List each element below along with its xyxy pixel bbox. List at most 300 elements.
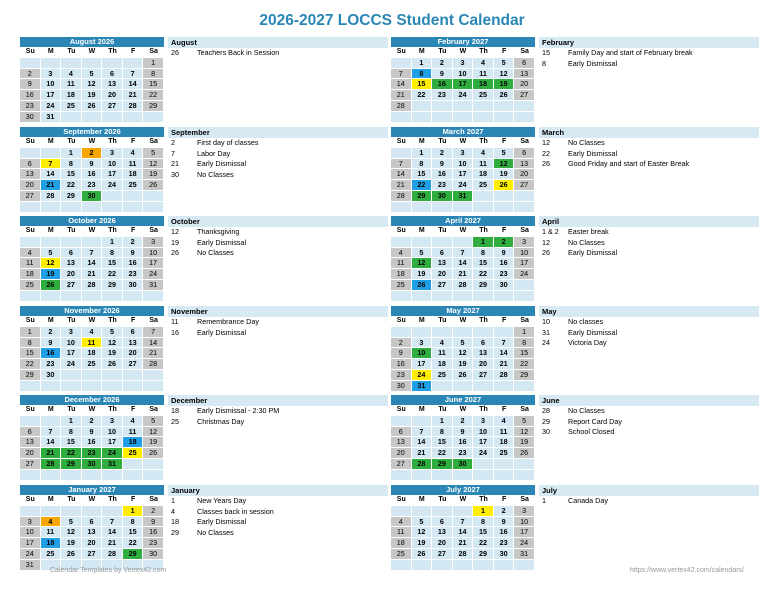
empty-day-cell [473, 101, 494, 112]
empty-day-cell [41, 470, 62, 481]
day-cell: 18 [123, 437, 144, 448]
day-cell: 29 [473, 549, 494, 560]
day-cell: 5 [61, 517, 82, 528]
empty-day-cell [494, 470, 515, 481]
week-row [391, 327, 535, 338]
day-cell: 29 [514, 370, 535, 381]
empty-day-cell [432, 381, 453, 392]
day-cell: 7 [453, 248, 474, 259]
events-month-title: September [168, 127, 388, 138]
event-text: No Classes [568, 406, 605, 415]
week-row [391, 359, 535, 370]
day-cell: 20 [514, 79, 535, 90]
empty-day-cell [143, 202, 164, 213]
weekday-label: Th [473, 316, 494, 327]
weekday-label: Su [391, 226, 412, 237]
empty-day-cell [494, 327, 515, 338]
day-cell: 24 [412, 370, 433, 381]
month-calendar [391, 306, 535, 392]
day-cell: 17 [453, 169, 474, 180]
week-row [20, 269, 164, 280]
weekday-label: Th [473, 137, 494, 148]
day-cell: 27 [514, 180, 535, 191]
month-title: January 2027 [20, 485, 164, 495]
event-date: 1 [171, 496, 175, 505]
day-cell: 12 [82, 79, 103, 90]
day-cell: 5 [41, 248, 62, 259]
empty-day-cell [143, 381, 164, 392]
empty-day-cell [123, 381, 144, 392]
event-text: Early Dismissal [197, 327, 247, 337]
weekday-header-row [391, 137, 535, 148]
week-row [391, 370, 535, 381]
empty-day-cell [514, 101, 535, 112]
day-cell: 16 [453, 437, 474, 448]
day-cell: 29 [61, 191, 82, 202]
event-row [539, 317, 759, 328]
empty-day-cell [514, 202, 535, 213]
month-title: December 2026 [20, 395, 164, 405]
day-cell: 7 [41, 427, 62, 438]
month-events [539, 395, 759, 438]
empty-day-cell [473, 381, 494, 392]
week-row [391, 538, 535, 549]
day-cell: 10 [102, 427, 123, 438]
empty-day-cell [412, 101, 433, 112]
weekday-label: F [494, 316, 515, 327]
day-cell: 13 [20, 169, 41, 180]
day-cell: 23 [432, 180, 453, 191]
event-row [539, 248, 759, 259]
day-cell: 17 [41, 90, 62, 101]
month-title: November 2026 [20, 306, 164, 316]
day-cell: 19 [143, 437, 164, 448]
day-cell: 4 [20, 248, 41, 259]
event-date: 19 [171, 237, 179, 247]
empty-day-cell [41, 58, 62, 69]
day-cell: 19 [453, 359, 474, 370]
day-cell: 6 [432, 248, 453, 259]
day-cell: 10 [20, 527, 41, 538]
empty-day-cell [102, 191, 123, 202]
event-text: School Closed [568, 427, 615, 436]
month-title: June 2027 [391, 395, 535, 405]
day-cell: 24 [514, 538, 535, 549]
day-cell: 15 [412, 79, 433, 90]
weekday-header-row [391, 405, 535, 416]
events-month-title: January [168, 485, 388, 496]
day-cell: 11 [82, 338, 103, 349]
weekday-label: W [82, 405, 103, 416]
empty-day-cell [82, 381, 103, 392]
day-cell: 29 [61, 459, 82, 470]
weekday-header-row [20, 405, 164, 416]
weekday-label: Th [102, 226, 123, 237]
week-row [20, 517, 164, 528]
weekday-label: Th [473, 495, 494, 506]
day-cell: 17 [412, 359, 433, 370]
week-row [20, 258, 164, 269]
page-title: 2026-2027 LOCCS Student Calendar [259, 12, 525, 29]
empty-day-cell [143, 291, 164, 302]
day-cell: 19 [82, 90, 103, 101]
weekday-header-row [20, 137, 164, 148]
day-cell: 27 [432, 549, 453, 560]
day-cell: 11 [494, 427, 515, 438]
month-events [168, 127, 388, 180]
week-row [391, 202, 535, 213]
day-cell: 18 [473, 169, 494, 180]
event-row [539, 417, 759, 428]
footer-url: https://www.vertex42.com/calendars/ [630, 567, 744, 574]
event-date: 8 [542, 58, 546, 68]
week-row [20, 112, 164, 123]
event-row [168, 238, 388, 249]
day-cell: 10 [412, 348, 433, 359]
week-row [391, 560, 535, 571]
week-row [20, 90, 164, 101]
day-cell: 26 [494, 180, 515, 191]
week-row [20, 437, 164, 448]
event-row [539, 159, 759, 170]
event-date: 26 [542, 248, 550, 257]
weekday-label: Su [391, 495, 412, 506]
empty-day-cell [494, 112, 515, 123]
day-cell: 22 [61, 180, 82, 191]
weekday-label: Sa [514, 316, 535, 327]
empty-day-cell [391, 148, 412, 159]
day-cell: 2 [82, 416, 103, 427]
weekday-label: M [41, 405, 62, 416]
day-cell: 10 [41, 79, 62, 90]
day-cell: 14 [123, 79, 144, 90]
empty-day-cell [82, 470, 103, 481]
day-cell: 17 [61, 348, 82, 359]
empty-day-cell [61, 506, 82, 517]
day-cell: 23 [494, 269, 515, 280]
empty-day-cell [412, 291, 433, 302]
empty-day-cell [143, 459, 164, 470]
empty-day-cell [473, 470, 494, 481]
empty-day-cell [494, 291, 515, 302]
empty-day-cell [453, 381, 474, 392]
empty-day-cell [20, 470, 41, 481]
day-cell: 20 [514, 169, 535, 180]
month-title: August 2026 [20, 37, 164, 47]
empty-day-cell [391, 58, 412, 69]
day-cell: 27 [432, 280, 453, 291]
day-cell: 14 [453, 258, 474, 269]
month-events [168, 395, 388, 427]
events-month-title: February [539, 37, 759, 48]
week-row [20, 370, 164, 381]
day-cell: 21 [41, 448, 62, 459]
empty-day-cell [453, 327, 474, 338]
day-cell: 10 [453, 159, 474, 170]
month-events [168, 216, 388, 259]
empty-day-cell [82, 291, 103, 302]
event-text: No Classes [568, 237, 605, 247]
week-row [20, 348, 164, 359]
empty-day-cell [123, 470, 144, 481]
event-date: 12 [542, 237, 550, 247]
event-date: 4 [171, 506, 175, 516]
day-cell: 20 [20, 448, 41, 459]
day-cell: 8 [412, 159, 433, 170]
day-cell: 9 [494, 517, 515, 528]
day-cell: 1 [514, 327, 535, 338]
day-cell: 20 [432, 538, 453, 549]
weekday-label: Th [102, 316, 123, 327]
weekday-label: Sa [143, 316, 164, 327]
day-cell: 30 [494, 549, 515, 560]
day-cell: 14 [391, 79, 412, 90]
weekday-label: Tu [432, 405, 453, 416]
weekday-header-row [391, 495, 535, 506]
event-text: Early Dismissal [568, 248, 618, 257]
empty-day-cell [143, 112, 164, 123]
month-events [539, 216, 759, 259]
month-calendar [391, 485, 535, 571]
events-month-title: October [168, 216, 388, 227]
week-row [20, 148, 164, 159]
event-text: Good Friday and start of Easter Break [568, 159, 690, 168]
weekday-label: W [82, 226, 103, 237]
day-cell: 30 [123, 280, 144, 291]
weekday-label: W [453, 137, 474, 148]
day-cell: 9 [123, 248, 144, 259]
day-cell: 11 [61, 79, 82, 90]
day-cell: 14 [453, 527, 474, 538]
event-row [168, 528, 388, 539]
day-cell: 21 [391, 180, 412, 191]
day-cell: 29 [102, 280, 123, 291]
week-row [391, 549, 535, 560]
week-row [20, 101, 164, 112]
weekday-label: Su [20, 47, 41, 58]
day-cell: 3 [41, 69, 62, 80]
week-row [20, 248, 164, 259]
day-cell: 1 [432, 416, 453, 427]
day-cell: 2 [391, 338, 412, 349]
week-row [20, 327, 164, 338]
day-cell: 15 [514, 348, 535, 359]
day-cell: 5 [412, 248, 433, 259]
empty-day-cell [102, 58, 123, 69]
day-cell: 26 [453, 370, 474, 381]
day-cell: 3 [102, 416, 123, 427]
empty-day-cell [494, 459, 515, 470]
day-cell: 18 [391, 538, 412, 549]
weekday-label: F [123, 137, 144, 148]
day-cell: 4 [391, 517, 412, 528]
day-cell: 2 [432, 58, 453, 69]
weekday-header-row [20, 226, 164, 237]
day-cell: 28 [123, 101, 144, 112]
day-cell: 14 [412, 437, 433, 448]
month-title: April 2027 [391, 216, 535, 226]
weekday-label: Th [102, 47, 123, 58]
day-cell: 26 [143, 180, 164, 191]
week-row [391, 112, 535, 123]
month-title: September 2026 [20, 127, 164, 137]
empty-day-cell [102, 112, 123, 123]
day-cell: 5 [453, 338, 474, 349]
day-cell: 22 [412, 90, 433, 101]
day-cell: 18 [123, 169, 144, 180]
weekday-label: W [453, 47, 474, 58]
empty-day-cell [494, 202, 515, 213]
event-text: Early Dismissal - 2:30 PM [197, 406, 280, 415]
empty-day-cell [432, 506, 453, 517]
weekday-label: Tu [61, 316, 82, 327]
day-cell: 15 [143, 79, 164, 90]
weekday-label: Su [391, 316, 412, 327]
event-row [539, 138, 759, 149]
empty-day-cell [82, 506, 103, 517]
week-row [20, 58, 164, 69]
empty-day-cell [412, 202, 433, 213]
day-cell: 22 [514, 359, 535, 370]
day-cell: 11 [473, 69, 494, 80]
day-cell: 15 [473, 258, 494, 269]
day-cell: 21 [41, 180, 62, 191]
day-cell: 3 [453, 148, 474, 159]
empty-day-cell [143, 470, 164, 481]
empty-day-cell [102, 470, 123, 481]
day-cell: 20 [473, 359, 494, 370]
event-date: 2 [171, 138, 175, 147]
weekday-label: M [41, 137, 62, 148]
day-cell: 13 [514, 159, 535, 170]
day-cell: 28 [391, 101, 412, 112]
day-cell: 9 [143, 517, 164, 528]
day-cell: 21 [494, 359, 515, 370]
empty-day-cell [412, 470, 433, 481]
event-row [168, 138, 388, 149]
weekday-label: Tu [432, 316, 453, 327]
event-text: Classes back in session [197, 506, 274, 516]
empty-day-cell [412, 506, 433, 517]
day-cell: 21 [391, 90, 412, 101]
week-row [391, 258, 535, 269]
week-row [20, 79, 164, 90]
empty-day-cell [61, 291, 82, 302]
empty-day-cell [432, 237, 453, 248]
day-cell: 2 [82, 148, 103, 159]
day-cell: 25 [432, 370, 453, 381]
week-row [20, 459, 164, 470]
day-cell: 30 [143, 549, 164, 560]
day-cell: 27 [123, 359, 144, 370]
day-cell: 23 [494, 538, 515, 549]
week-row [20, 338, 164, 349]
event-date: 30 [542, 427, 550, 436]
event-text: Easter break [568, 227, 609, 236]
day-cell: 24 [102, 448, 123, 459]
day-cell: 14 [391, 169, 412, 180]
events-month-title: May [539, 306, 759, 317]
day-cell: 1 [61, 416, 82, 427]
day-cell: 13 [20, 437, 41, 448]
day-cell: 19 [514, 437, 535, 448]
weekday-label: W [82, 137, 103, 148]
month-title: May 2027 [391, 306, 535, 316]
empty-day-cell [412, 560, 433, 571]
day-cell: 12 [143, 427, 164, 438]
empty-day-cell [391, 237, 412, 248]
weekday-label: F [494, 47, 515, 58]
week-row [391, 459, 535, 470]
week-row [20, 427, 164, 438]
weekday-label: Th [473, 47, 494, 58]
empty-day-cell [123, 370, 144, 381]
empty-day-cell [514, 112, 535, 123]
event-row [168, 170, 388, 181]
day-cell: 22 [143, 90, 164, 101]
weekday-label: Su [20, 405, 41, 416]
day-cell: 4 [432, 338, 453, 349]
day-cell: 8 [412, 69, 433, 80]
week-row [391, 101, 535, 112]
month-events [539, 306, 759, 349]
day-cell: 4 [41, 517, 62, 528]
event-date: 31 [542, 327, 550, 337]
day-cell: 25 [41, 549, 62, 560]
empty-day-cell [514, 280, 535, 291]
day-cell: 25 [473, 180, 494, 191]
event-row [168, 317, 388, 328]
weekday-label: Sa [514, 226, 535, 237]
events-month-title: July [539, 485, 759, 496]
event-date: 12 [542, 138, 550, 147]
events-month-title: November [168, 306, 388, 317]
week-row [391, 416, 535, 427]
week-row [20, 549, 164, 560]
events-month-title: April [539, 216, 759, 227]
day-cell: 4 [123, 416, 144, 427]
event-row [168, 496, 388, 507]
day-cell: 15 [412, 169, 433, 180]
day-cell: 7 [391, 69, 412, 80]
empty-day-cell [453, 101, 474, 112]
day-cell: 29 [473, 280, 494, 291]
day-cell: 30 [432, 191, 453, 202]
empty-day-cell [41, 416, 62, 427]
event-date: 30 [171, 169, 179, 179]
day-cell: 15 [20, 348, 41, 359]
weekday-label: W [453, 405, 474, 416]
day-cell: 4 [123, 148, 144, 159]
event-text: Report Card Day [568, 416, 622, 426]
day-cell: 4 [61, 69, 82, 80]
day-cell: 28 [41, 459, 62, 470]
week-row [20, 416, 164, 427]
day-cell: 6 [514, 58, 535, 69]
weekday-label: F [123, 405, 144, 416]
day-cell: 8 [432, 427, 453, 438]
day-cell: 9 [82, 427, 103, 438]
day-cell: 29 [412, 191, 433, 202]
week-row [20, 69, 164, 80]
day-cell: 11 [391, 527, 412, 538]
weekday-label: Sa [514, 47, 535, 58]
weekday-label: Th [102, 495, 123, 506]
day-cell: 27 [20, 191, 41, 202]
event-date: 15 [542, 48, 550, 57]
day-cell: 24 [514, 269, 535, 280]
day-cell: 5 [494, 58, 515, 69]
